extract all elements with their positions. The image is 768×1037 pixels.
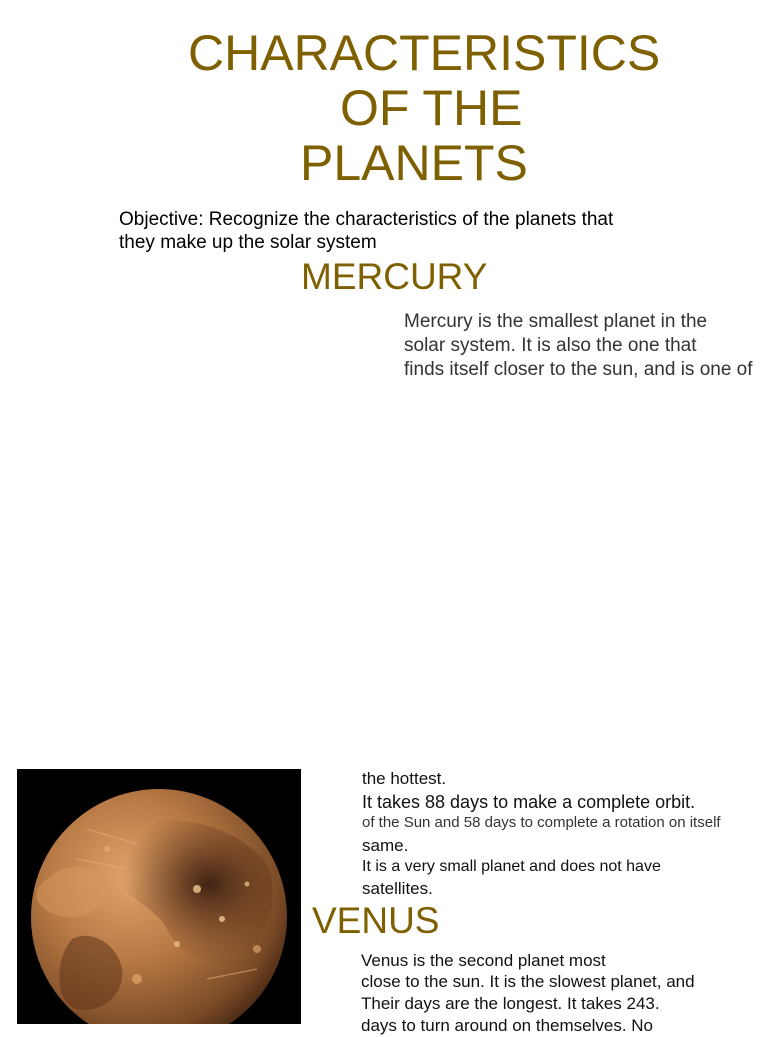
venus-line-2: close to the sun. It is the slowest planet, and: [361, 972, 695, 991]
venus-line-1: Venus is the second planet most: [361, 951, 606, 970]
mercury-continued-line-5: It is a very small planet and does not have: [362, 858, 661, 875]
page-title-line-2: OF THE: [340, 80, 523, 136]
venus-line-3: Their days are the longest. It takes 243.: [361, 994, 660, 1013]
mercury-heading: MERCURY: [301, 256, 488, 297]
objective-line-2: they make up the solar system: [119, 232, 377, 253]
page-title-line-1: CHARACTERISTICS: [188, 25, 661, 81]
mercury-continued-line-6: satellites.: [362, 879, 433, 898]
page-title-line-3: PLANETS: [300, 135, 528, 191]
mercury-planet-image: [17, 769, 301, 1024]
mercury-continued-line-4: same.: [362, 836, 409, 855]
mercury-intro-line-2: solar system. It is also the one that: [404, 335, 697, 356]
mercury-intro-line-1: Mercury is the smallest planet in the: [404, 311, 708, 332]
mercury-continued-line-2: It takes 88 days to make a complete orbit.: [362, 792, 696, 812]
venus-heading: VENUS: [312, 900, 440, 941]
planet-illustration: [17, 769, 301, 1024]
venus-line-4: days to turn around on themselves. No: [361, 1016, 653, 1035]
mercury-intro-line-3: finds itself closer to the sun, and is one of: [404, 359, 753, 380]
objective-line-1: Objective: Recognize the characteristics of the planets that: [119, 209, 614, 230]
mercury-continued-line-1: the hottest.: [362, 769, 447, 788]
mercury-continued-line-3: of the Sun and 58 days to complete a rotation on itself: [362, 814, 721, 831]
